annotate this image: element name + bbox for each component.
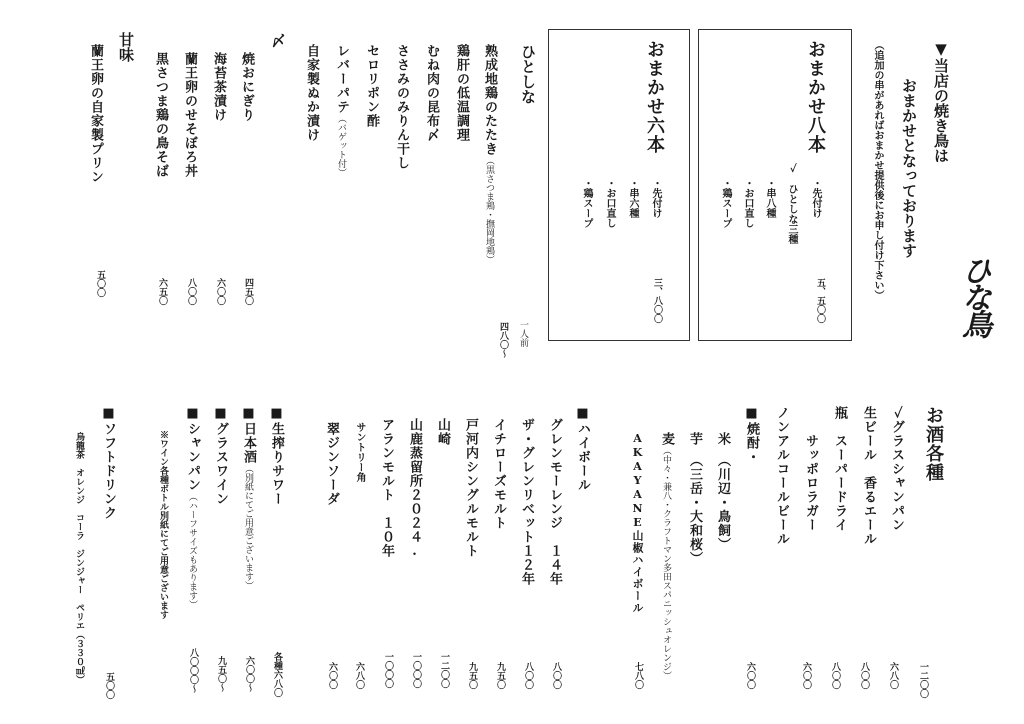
course6-item: ・串六種 bbox=[627, 178, 638, 218]
shochu-kome: 米 （川辺・鳥飼） bbox=[715, 432, 730, 552]
jin-price: 六〇〇 bbox=[327, 662, 337, 689]
drink-price: 八〇〇 bbox=[859, 662, 869, 689]
highball-price: 一二〇〇 bbox=[439, 652, 449, 688]
drink-item: ノンアルコールビール bbox=[774, 406, 789, 546]
drinks-title: お酒各種 bbox=[923, 406, 944, 482]
hitoshina-item: 鶏肝の低温調理 bbox=[454, 44, 469, 142]
amami-item: 蘭王卵の自家製プリン bbox=[88, 44, 103, 184]
hitoshina-item: むね肉の昆布〆 bbox=[424, 44, 439, 142]
highball-item: 山鹿蒸留所２０２４. bbox=[407, 418, 422, 560]
soft-title: ■ソフトドリンク bbox=[101, 406, 116, 520]
mugi-note: （中々・兼八・クラフトマン多田スパニッシュオレンジ） bbox=[661, 446, 671, 680]
sour-title: ■生搾りサワー bbox=[269, 406, 284, 506]
shochu-price: 六〇〇 bbox=[745, 662, 755, 689]
course6-item: ・鶏スープ bbox=[581, 178, 592, 228]
drink-price: 六〇〇 bbox=[801, 662, 811, 689]
highball-price: 一〇〇〇 bbox=[383, 652, 393, 688]
course8-item: ・串八種 bbox=[764, 178, 775, 218]
leverpate-note: （バゲット付） bbox=[336, 114, 346, 177]
shochu-title: ■焼酎・ bbox=[744, 406, 759, 464]
soft-price: 五〇〇 bbox=[104, 672, 114, 699]
amami-title: 甘味 bbox=[117, 32, 135, 62]
intro-subheading: おまかせとなっております bbox=[900, 78, 918, 258]
shop-logo: ひな鳥 bbox=[956, 255, 991, 336]
hitoshina-item: 自家製ぬか漬け bbox=[304, 44, 319, 142]
hitoshina-item: 熟成地鶏のたたき（黒さつま鶏・撫岡地鶏） bbox=[482, 44, 497, 264]
course8-item: ・お口直し bbox=[742, 178, 753, 228]
intro-heading: ▼当店の焼き鳥は bbox=[932, 40, 950, 163]
highball-item: イチローズモルト bbox=[491, 418, 506, 530]
highball-item: グレンモーレンジ １４年 bbox=[547, 418, 562, 586]
wine-title: ■グラスワイン bbox=[213, 406, 228, 506]
amami-price: 五〇〇 bbox=[95, 270, 105, 297]
shime-item: 海苔茶漬け bbox=[211, 52, 226, 122]
akayane-price: 七八〇 bbox=[633, 662, 643, 689]
champagne-price: 八〇〇〇〜 bbox=[188, 648, 198, 693]
suntory-price: 六八〇 bbox=[354, 662, 364, 689]
hitoshina-price: 四八〇〜 bbox=[498, 322, 508, 358]
shochu-mugi: 麦（中々・兼八・クラフトマン多田スパニッシュオレンジ） bbox=[659, 432, 674, 680]
akayane: AKAYANE山椒ハイボール bbox=[631, 432, 644, 614]
shochu-imo: 芋 （三岳・大和桜） bbox=[687, 432, 702, 566]
shime-price: 六〇〇 bbox=[215, 278, 225, 305]
course8-title: おまかせ八本 bbox=[805, 40, 826, 154]
highball-item: ザ・グレンリベット１２年 bbox=[519, 418, 534, 586]
shime-price: 四五〇 bbox=[243, 278, 253, 305]
drink-item: 生ビール 香るエール bbox=[861, 406, 876, 546]
jin-soda: 翠ジンソーダ bbox=[324, 422, 339, 506]
highball-price: 一〇〇〇 bbox=[411, 652, 421, 688]
course8-item: ✓ ひとしな三種 bbox=[786, 163, 797, 244]
course6-box bbox=[548, 29, 690, 341]
highball-price: 九五〇 bbox=[467, 662, 477, 689]
course6-title: おまかせ六本 bbox=[644, 40, 665, 154]
shime-price: 八〇〇 bbox=[186, 278, 196, 305]
hitoshina-price-label: 一人前 bbox=[518, 320, 528, 347]
shime-item: 蘭王卵のせそぼろ丼 bbox=[182, 52, 197, 178]
highball-item: 戸河内シングルモルト bbox=[463, 418, 478, 558]
hitoshina-item: ささみのみりん干し bbox=[394, 44, 409, 170]
suntory: サントリー角 bbox=[354, 422, 365, 482]
highball-price: 九五〇 bbox=[495, 662, 505, 689]
course6-item: ・先付け bbox=[650, 178, 661, 218]
sake-price: 六〇〇〜 bbox=[244, 656, 254, 692]
hitoshina-item: セロリポン酢 bbox=[364, 44, 379, 128]
shime-price: 六五〇 bbox=[157, 278, 167, 305]
intro-note: （追加の串があればおまかせ提供後にお申し付け下さい） bbox=[872, 40, 883, 300]
wine-bottle-note: ※ワイン各種ボトル別紙にてご用意ございます bbox=[158, 430, 168, 619]
shime-item: 焼おにぎり bbox=[239, 52, 254, 122]
course8-item: ・先付け bbox=[810, 178, 821, 218]
drink-price: 一二〇〇 bbox=[918, 662, 928, 698]
highball-item: 山崎 bbox=[435, 418, 450, 446]
shime-title: 〆 bbox=[269, 33, 287, 48]
wine-price: 九五〇〜 bbox=[216, 656, 226, 692]
course8-item: ・鶏スープ bbox=[720, 178, 731, 228]
drink-price: 六八〇 bbox=[888, 662, 898, 689]
champagne-note: （ハーフサイズもあります） bbox=[187, 492, 197, 609]
drink-item: ✓グラスシャンパン bbox=[889, 406, 904, 532]
drink-price: 八〇〇 bbox=[830, 662, 840, 689]
course6-price: 三、八〇〇 bbox=[652, 278, 662, 323]
sour-price: 各種六八〇 bbox=[272, 652, 282, 697]
champagne-title: ■シャンパン（ハーフサイズもあります） bbox=[185, 406, 200, 609]
shime-item: 黒さつま鶏の鳥そば bbox=[153, 52, 168, 178]
highball-price: 八〇〇 bbox=[523, 662, 533, 689]
sake-note: （別紙にてご用意ございます） bbox=[243, 464, 253, 590]
course8-price: 五、五〇〇 bbox=[815, 278, 825, 323]
hitoshina-item1-note: （黒さつま鶏・撫岡地鶏） bbox=[484, 156, 494, 264]
drink-item: サッポロラガー bbox=[803, 406, 818, 532]
highball-item: アランモルト １０年 bbox=[379, 418, 394, 558]
sake-title: ■日本酒（別紙にてご用意ございます） bbox=[241, 406, 256, 590]
hitoshina-item: レバーパテ（バゲット付） bbox=[334, 44, 349, 177]
highball-title: ■ハイボール bbox=[575, 406, 590, 492]
highball-price: 八〇〇 bbox=[551, 662, 561, 689]
drink-item: 瓶 スーパードライ bbox=[832, 406, 847, 532]
soft-items: 烏龍茶 オレンジ コーラ ジンジャー ペリエ（３３０㎖） bbox=[74, 432, 84, 684]
hitoshina-title: ひとしな bbox=[519, 44, 537, 104]
course6-item: ・お口直し bbox=[604, 178, 615, 228]
